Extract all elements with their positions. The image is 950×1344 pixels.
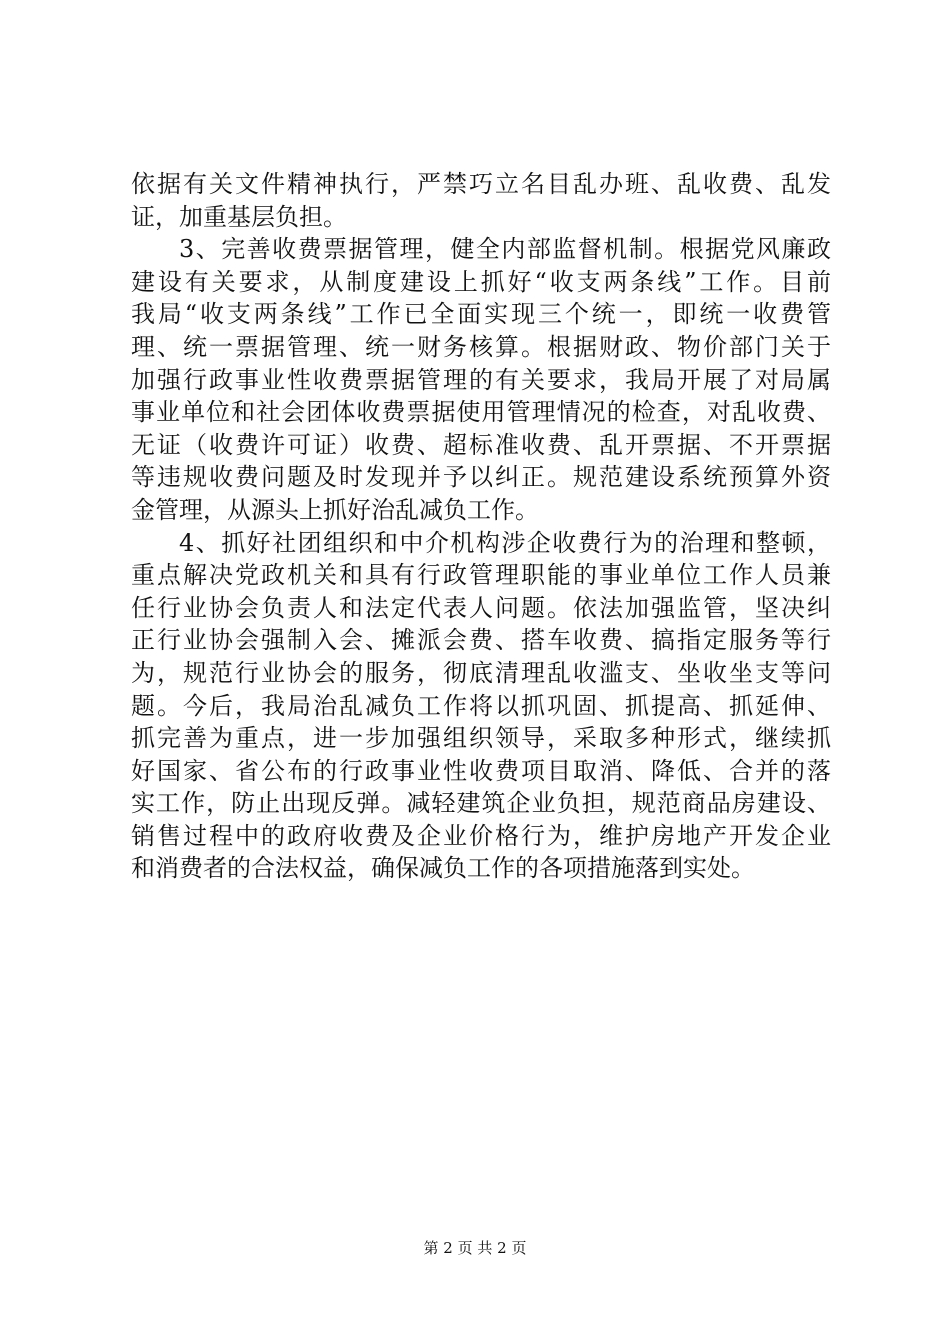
text-line: 建设有关要求，从制度建设上抓好“收支两条线”工作。目前 (131, 267, 831, 296)
text-line: 等违规收费问题及时发现并予以纠正。规范建设系统预算外资 (131, 463, 831, 492)
text-line: 金管理，从源头上抓好治乱减负工作。 (131, 495, 539, 524)
text-line: 重点解决党政机关和具有行政管理职能的事业单位工作人员兼 (131, 561, 831, 590)
text-line: 和消费者的合法权益，确保减负工作的各项措施落到实处。 (131, 854, 755, 883)
paragraph-4-first-line: 4、抓好社团组织和中介机构涉企收费行为的治理和整顿， (179, 528, 831, 557)
text-line: 无证（收费许可证）收费、超标准收费、乱开票据、不开票据 (131, 430, 831, 459)
body-text (131, 168, 831, 885)
text-line: 理、统一票据管理、统一财务核算。根据财政、物价部门关于 (131, 332, 831, 361)
text-line: 销售过程中的政府收费及企业价格行为，维护房地产开发企业 (131, 821, 831, 850)
text-line: 依据有关文件精神执行，严禁巧立名目乱办班、乱收费、乱发 (131, 170, 831, 198)
text-line: 题。今后，我局治乱减负工作将以抓巩固、抓提高、抓延伸、 (131, 691, 831, 720)
text-line: 为，规范行业协会的服务，彻底清理乱收滥支、坐收坐支等问 (131, 658, 831, 687)
text-line: 事业单位和社会团体收费票据使用管理情况的检查，对乱收费、 (131, 398, 831, 427)
paragraph-3-first-line: 3、完善收费票据管理，健全内部监督机制。根据党风廉政 (179, 235, 831, 264)
text-line: 证，加重基层负担。 (131, 202, 347, 231)
text-line: 加强行政事业性收费票据管理的有关要求，我局开展了对局属 (131, 365, 831, 394)
text-line: 正行业协会强制入会、摊派会费、搭车收费、搞指定服务等行 (131, 626, 831, 655)
text-line: 任行业协会负责人和法定代表人问题。依法加强监管，坚决纠 (131, 593, 831, 622)
text-line: 我局“收支两条线”工作已全面实现三个统一，即统一收费管 (131, 300, 831, 329)
text-line: 抓完善为重点，进一步加强组织领导，采取多种形式，继续抓 (131, 724, 831, 753)
page-footer: 第 2 页 共 2 页 (423, 1239, 527, 1257)
text-line: 实工作，防止出现反弹。减轻建筑企业负担，规范商品房建设、 (131, 789, 831, 818)
text-line: 好国家、省公布的行政事业性收费项目取消、降低、合并的落 (131, 756, 831, 785)
